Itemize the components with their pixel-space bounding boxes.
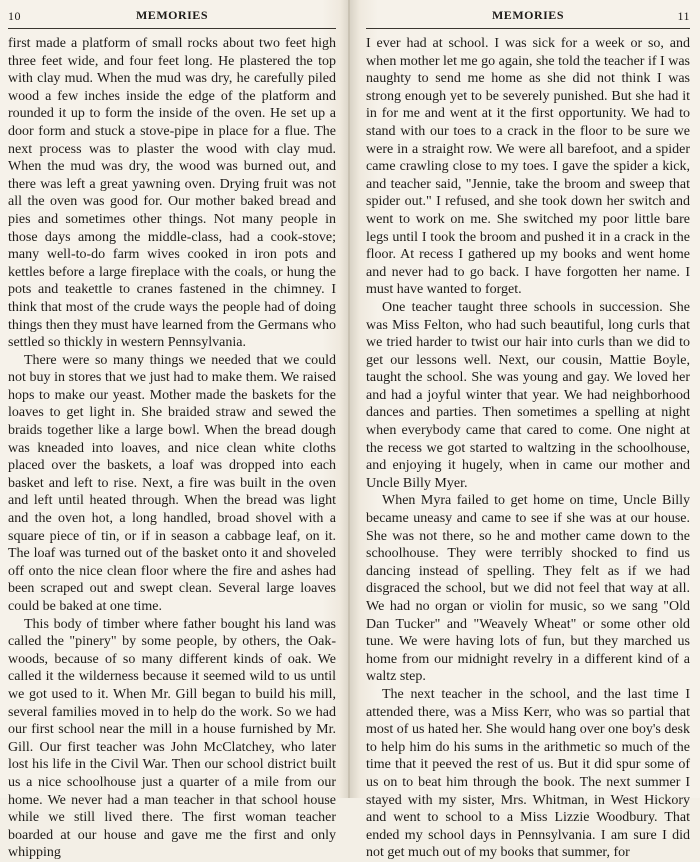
header-rule-left xyxy=(8,28,336,29)
right-page xyxy=(350,0,700,861)
paragraph: There were so many things we needed that we could not buy in stores that we just had to make them. We raised hops to make our yeast. Mother made the baskets for the loaves to get light in. She braided straw and sewed the braids together like a large bowl. When the bread dough was kneaded into loaves, and nice clean white cloths placed over the baskets, a loaf was dropped into each basket and left to rise. Next, a fire was built in the oven and left until heated through. When the bread was light and the oven hot, a long handled, broad shovel with a square piece of tin, or if in season a cabbage leaf, on it. The loaf was turned out of the basket onto it and shoveled off onto the nice clean floor where the fire and ashes had been scraped out and swept clean. Several large loaves could be baked at one time. xyxy=(8,352,336,614)
right-page-text xyxy=(366,35,690,862)
paragraph: When Myra failed to get home on time, Uncle Billy became uneasy and came to see if she was at our house. She was not there, so he and mother came down to the schoolhouse. They were terribly shocked to find us dancing instead of spelling. They felt as if we had disgraced the school, but we did not feel that way at all. We had no organ or violin for music, so we sang "Old Dan Tucker" and "Weavely Wheat" or some other old tune. We were having lots of fun, but they marched us home from our midnight revelry in a different kind of a waltz step. xyxy=(366,493,690,685)
paragraph: The next teacher in the school, and the last time I attended there, was a Miss Kerr, who was so partial that most of us hated her. She would hang over one boy's desk to help him do his sums in the arithmetic so much of the time that it peeved the rest of us. But it did spur some of us on to beat him through the book. The next summer I stayed with my sister, Mrs. Whitman, in West Hickory and went to school to a Miss Lizzie Woodbury. That ended my school days in Pennsylvania. I am sure I did not get much out of my books that summer, for xyxy=(366,686,690,861)
running-head-title-left: MEMORIES xyxy=(135,8,208,22)
paragraph: One teacher taught three schools in succession. She was Miss Felton, who had such beautiful, long curls that we tried harder to twist our hair into curls than we did to get our lessons well. Next, our cousin, Mattie Boyle, taught the school. She was young and gay. We loved her and had a joyful winter that year. We had neighborhood dances and parties. Then sometimes a spelling at night when everybody came that cared to come. One night at the recess we got started to waltzing in the schoolhouse, and enjoying it hugely, when in came our mother and Uncle Billy Myer. xyxy=(366,299,690,491)
page-number-right: 11 xyxy=(677,9,690,23)
left-page-text xyxy=(8,35,336,862)
running-head-right xyxy=(366,6,690,28)
page-number-left: 10 xyxy=(8,9,21,23)
paragraph: first made a platform of small rocks about two feet high three feet wide, and four feet long. He plastered the top with clay mud. When the mud was dry, he carefully piled wood a few inches inside the edge of the platform and rounded it up to form the inside of the oven. He set up a door form and stuck a stove-pipe in place for a flue. The next process was to plaster the wood with clay mud. When the mud was dry, the wood was burned out, and there was left a great yawning oven. Drying fruit was not all the oven was good for. Our mother baked bread and pies and sometimes other things. Not many people in those days among the middle-class, had a cook-stove; many well-to-do farm wives cooked in iron pots and kettles before a large fireplace with the coals, or hung the pots and teakettle to cranes fastened in the chimney. I think that most of the crude ways the people had of doing things then they must have learned from the Germans who settled so thickly in western Pennsylvania. xyxy=(8,36,336,351)
left-page xyxy=(0,0,350,861)
running-head-left xyxy=(8,6,336,28)
paragraph: This body of timber where father bought his land was called the "pinery" by some people, by others, the Oak-woods, because of so many different kinds of oak. We called it the wilderness because it seemed wild to us until we got used to it. When Mr. Gill began to build his mill, several families moved in to help do the work. So we had our first school near the mill in a house furnished by Mr. Gill. Our first teacher was John McClatchey, who later lost his life in the Civil War. Then our school district built us a nice schoolhouse just a quarter of a mile from our home. We never had a man teacher in that school house while we still lived there. The first woman teacher boarded at our house and gave me the first and only whipping xyxy=(8,616,336,861)
paragraph: I ever had at school. I was sick for a week or so, and when mother let me go again, she told the teacher if I was naughty to send me home as she did not think I was strong enough yet to be severely punished. But she had it in for me and went at it the first opportunity. We had to stand with our toes to a crack in the floor to be sure we were in a straight row. We were all barefoot, and a spider came crawling close to my toes. I gave the spider a kick, and teacher said, "Jennie, take the broom and sweep that spider out." I refused, and she took down her switch and went to work on me. She switched my poor little bare legs until I took the broom and pushed it in a crack in the floor. At recess I gathered up my books and went home and never had to go back. I have forgotten her name. I must have wanted to forget. xyxy=(366,36,690,298)
running-head-title-right: MEMORIES xyxy=(491,8,564,22)
header-rule-right xyxy=(366,28,690,29)
